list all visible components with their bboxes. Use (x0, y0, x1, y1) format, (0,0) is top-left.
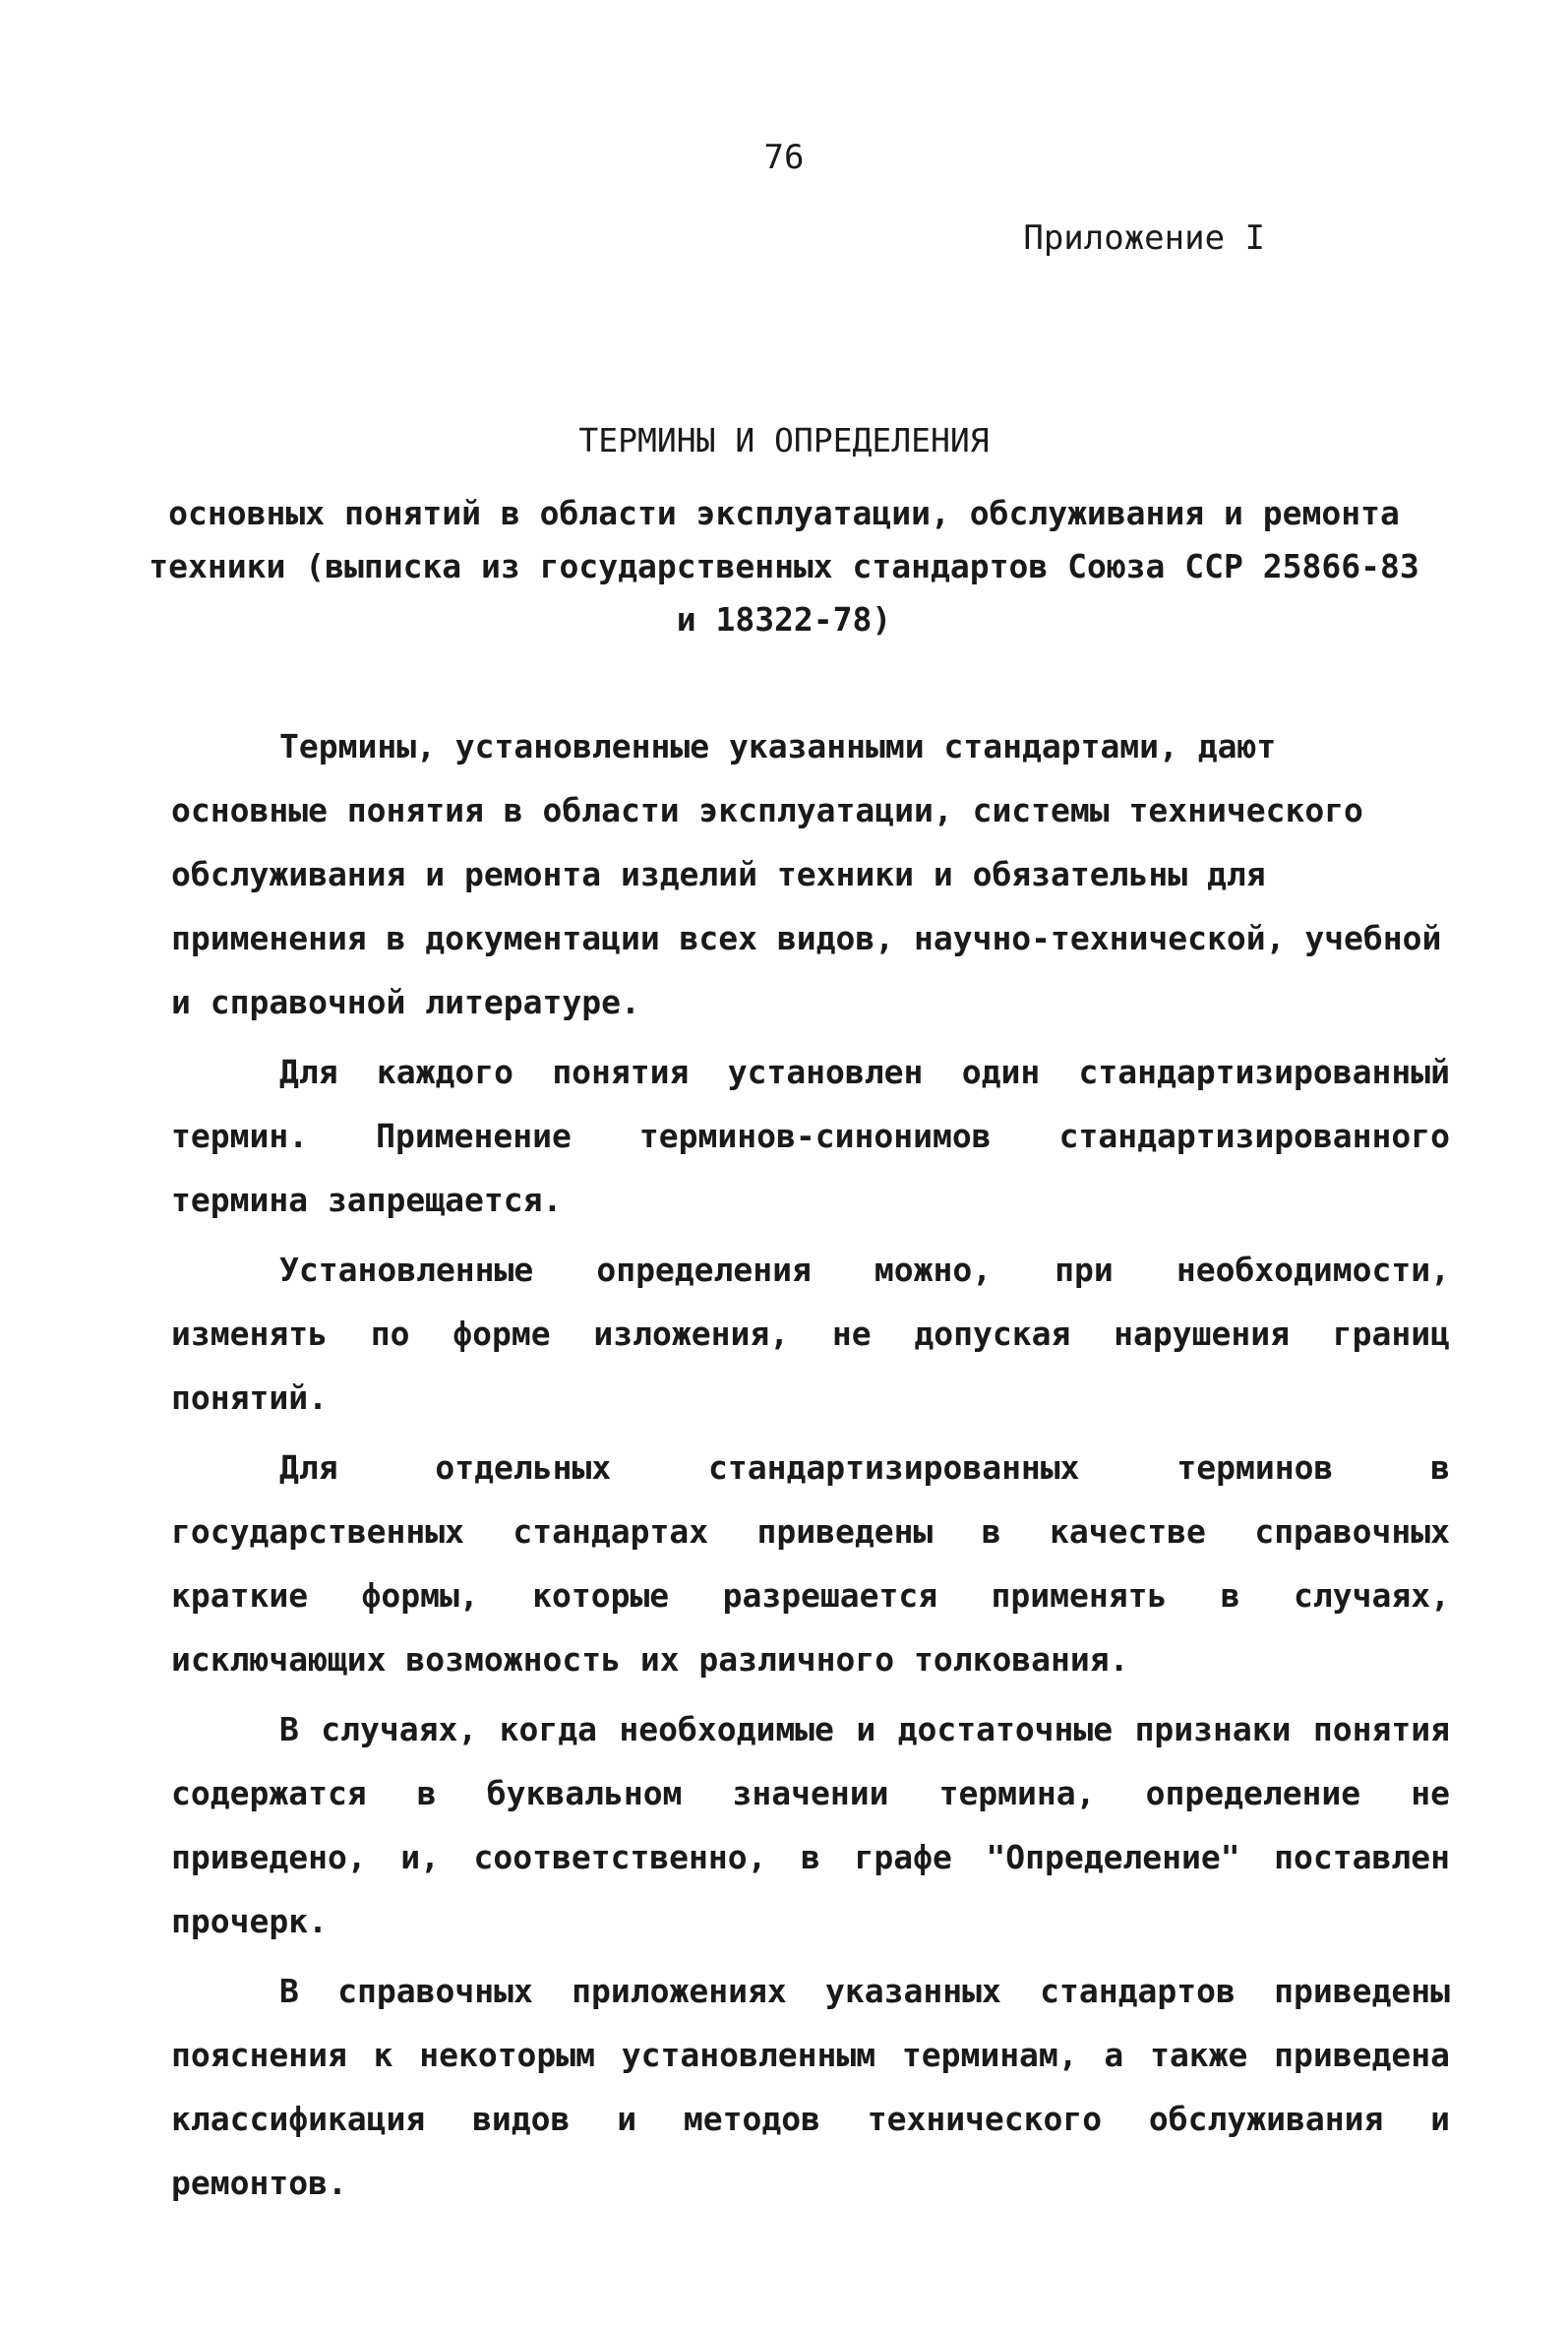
document-title: ТЕРМИНЫ И ОПРЕДЕЛЕНИЯ (578, 421, 990, 459)
paragraph-reference-appendices: В справочных приложениях указанных стандартов приведены пояснения к некоторым установленным терминам, а также приведена классификация видов и методов технического обслуживания и ремонтов. (171, 1972, 1450, 2202)
paragraph-dash-definition: В случаях, когда необходимые и достаточные признаки понятия содержатся в буквальном значении термина, определение не приведено, и, соответственно, в графе "Определение" поставлен прочерк. (171, 1710, 1450, 1940)
paragraph-terms-scope: Термины, установленные указанными стандартами, дают основные понятия в области эксплуатации, системы технического обслуживания и ремонта изделий техники и обязательны для применения в документации всех видов, научно-технической, учебной и справочной литературе. (171, 727, 1442, 1021)
paragraph-definitions-change: Установленные определения можно, при необходимости, изменять по форме изложения, не допуская нарушения границ понятий. (171, 1251, 1450, 1417)
paragraph-short-forms: Для отдельных стандартизированных терминов в государственных стандартах приведены в качестве справочных краткие формы, которые разрешается применять в случаях, исключающих возможность их различного толкования. (171, 1448, 1450, 1679)
page-number: 76 (763, 138, 805, 177)
document-body (171, 714, 1450, 2221)
paragraph-one-term: Для каждого понятия установлен один стандартизированный термин. Применение терминов-синонимов стандартизированного термина запрещается. (171, 1053, 1450, 1219)
appendix-label: Приложение I (1023, 218, 1265, 258)
document-subtitle: основных понятий в области эксплуатации, обслуживания и ремонта техники (выписка из государственных стандартов Союза ССР 25866-83 и 18322-78) (149, 494, 1419, 639)
